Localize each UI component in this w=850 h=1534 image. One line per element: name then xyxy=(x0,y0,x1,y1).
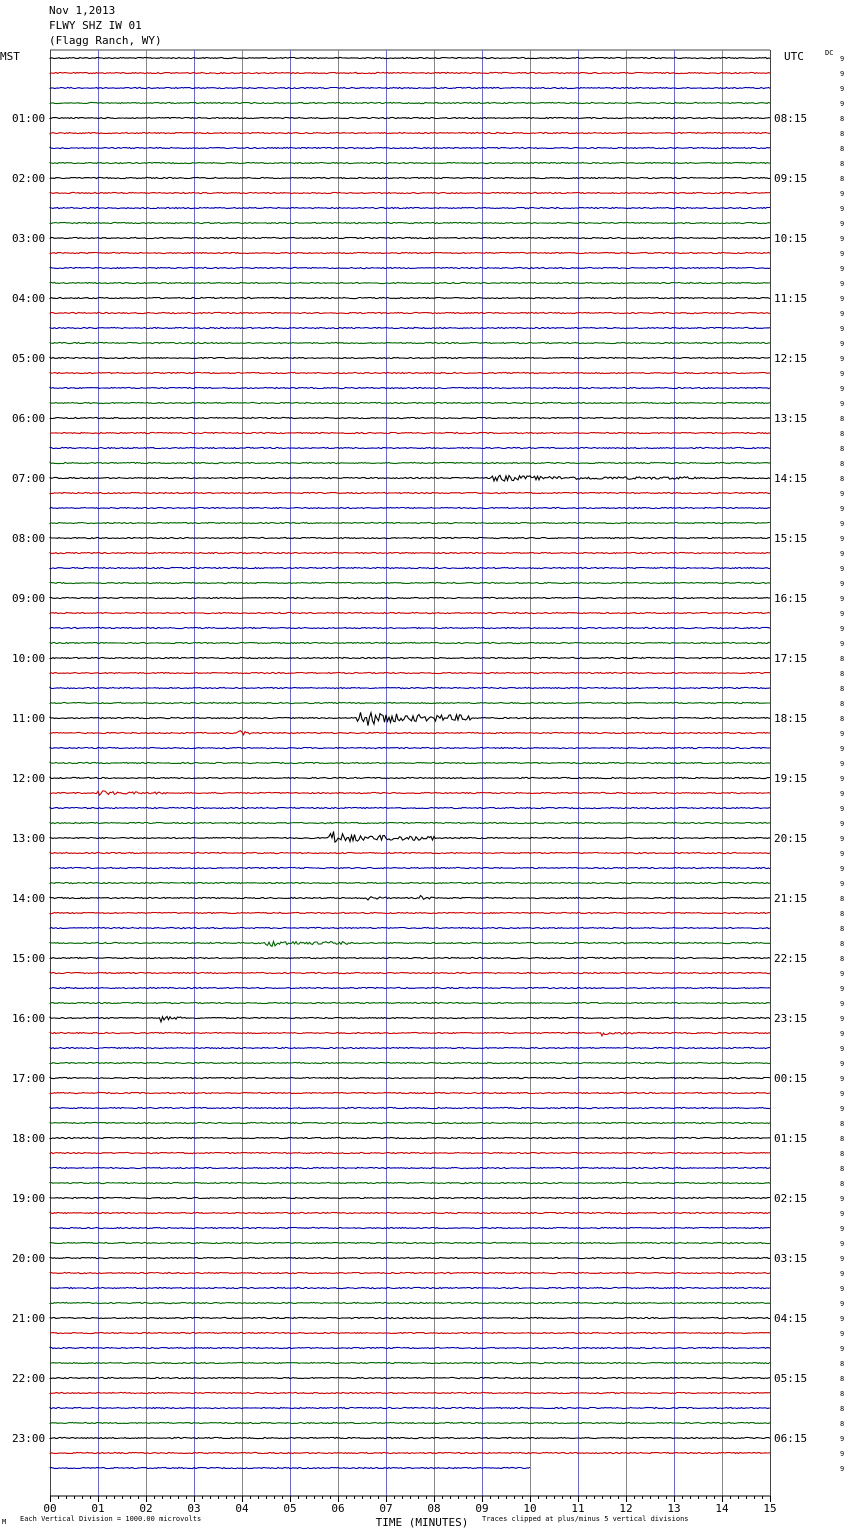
dc-value: 9 xyxy=(840,1195,845,1203)
mst-hour-label: 14:00 xyxy=(12,892,46,905)
trace-line-9 xyxy=(50,177,770,178)
utc-hour-label: 09:15 xyxy=(774,172,808,185)
trace-line-86 xyxy=(50,1332,770,1333)
trace-line-31 xyxy=(50,507,770,508)
right-timezone-label: UTC xyxy=(784,50,804,63)
trace-line-49 xyxy=(50,777,770,778)
dc-value: 8 xyxy=(840,955,845,963)
dc-value: 9 xyxy=(840,400,845,408)
trace-line-45 xyxy=(50,712,770,725)
dc-value: 9 xyxy=(840,1045,845,1053)
trace-line-5 xyxy=(50,117,770,118)
dc-value: 8 xyxy=(840,1180,845,1188)
trace-line-81 xyxy=(50,1257,770,1258)
dc-value: 9 xyxy=(840,535,845,543)
dc-value: 8 xyxy=(840,1165,845,1173)
dc-value: 8 xyxy=(840,910,845,918)
mst-hour-label: 06:00 xyxy=(12,412,46,425)
utc-hour-label: 17:15 xyxy=(774,652,808,665)
x-tick-label: 15 xyxy=(763,1502,777,1515)
trace-line-46 xyxy=(50,731,770,735)
trace-line-42 xyxy=(50,672,770,673)
trace-line-94 xyxy=(50,1452,770,1453)
dc-value: 9 xyxy=(840,1240,845,1248)
dc-value: 9 xyxy=(840,730,845,738)
trace-line-40 xyxy=(50,642,770,643)
dc-value: 9 xyxy=(840,1210,845,1218)
utc-hour-label: 05:15 xyxy=(774,1372,808,1385)
x-tick-label: 13 xyxy=(667,1502,681,1515)
x-tick-label: 05 xyxy=(283,1502,297,1515)
dc-value: 9 xyxy=(840,1345,845,1353)
dc-value: 9 xyxy=(840,1300,845,1308)
dc-value: 8 xyxy=(840,1390,845,1398)
utc-hour-label: 20:15 xyxy=(774,832,808,845)
dc-value: 9 xyxy=(840,1090,845,1098)
x-tick-label: 09 xyxy=(475,1502,489,1515)
trace-line-21 xyxy=(50,357,770,358)
trace-line-16 xyxy=(50,282,770,283)
mst-hour-label: 01:00 xyxy=(12,112,46,125)
utc-hour-label: 18:15 xyxy=(774,712,808,725)
dc-value: 9 xyxy=(840,295,845,303)
dc-value: 9 xyxy=(840,490,845,498)
dc-value: 9 xyxy=(840,565,845,573)
dc-value: 9 xyxy=(840,1015,845,1023)
mst-hour-label: 13:00 xyxy=(12,832,46,845)
dc-value: 9 xyxy=(840,325,845,333)
trace-line-78 xyxy=(50,1212,770,1213)
dc-value: 8 xyxy=(840,460,845,468)
dc-value: 9 xyxy=(840,385,845,393)
dc-value: 9 xyxy=(840,70,845,78)
trace-line-11 xyxy=(50,207,770,208)
dc-header-label: DC xyxy=(825,49,834,57)
trace-line-43 xyxy=(50,687,770,688)
trace-line-51 xyxy=(50,807,770,808)
trace-line-19 xyxy=(50,327,770,328)
trace-line-85 xyxy=(50,1317,770,1318)
dc-value: 9 xyxy=(840,850,845,858)
dc-value: 9 xyxy=(840,1435,845,1443)
mst-hour-label: 18:00 xyxy=(12,1132,46,1145)
trace-line-69 xyxy=(50,1077,770,1078)
trace-line-76 xyxy=(50,1182,770,1183)
x-tick-label: 01 xyxy=(91,1502,105,1515)
dc-value: 9 xyxy=(840,1255,845,1263)
trace-line-27 xyxy=(50,447,770,448)
trace-line-50 xyxy=(50,791,770,795)
trace-line-33 xyxy=(50,537,770,538)
trace-line-70 xyxy=(50,1092,770,1093)
dc-value: 8 xyxy=(840,895,845,903)
utc-hour-label: 00:15 xyxy=(774,1072,808,1085)
dc-value: 8 xyxy=(840,655,845,663)
dc-value: 8 xyxy=(840,1135,845,1143)
trace-line-23 xyxy=(50,387,770,388)
trace-line-13 xyxy=(50,237,770,238)
trace-line-44 xyxy=(50,702,770,703)
trace-line-20 xyxy=(50,342,770,343)
dc-value: 8 xyxy=(840,145,845,153)
utc-hour-label: 11:15 xyxy=(774,292,808,305)
trace-line-82 xyxy=(50,1272,770,1273)
trace-line-48 xyxy=(50,762,770,763)
trace-line-26 xyxy=(50,432,770,433)
trace-line-90 xyxy=(50,1392,770,1393)
trace-line-56 xyxy=(50,882,770,883)
mst-hour-label: 20:00 xyxy=(12,1252,46,1265)
dc-value: 9 xyxy=(840,760,845,768)
dc-value: 8 xyxy=(840,925,845,933)
dc-value: 9 xyxy=(840,580,845,588)
dc-value: 9 xyxy=(840,205,845,213)
dc-value: 9 xyxy=(840,250,845,258)
mst-hour-label: 22:00 xyxy=(12,1372,46,1385)
trace-line-73 xyxy=(50,1137,770,1138)
trace-line-65 xyxy=(50,1016,770,1022)
mst-hour-label: 09:00 xyxy=(12,592,46,605)
utc-hour-label: 10:15 xyxy=(774,232,808,245)
mst-hour-label: 11:00 xyxy=(12,712,46,725)
dc-value: 8 xyxy=(840,415,845,423)
mst-hour-label: 12:00 xyxy=(12,772,46,785)
x-tick-label: 08 xyxy=(427,1502,441,1515)
trace-line-53 xyxy=(50,832,770,843)
trace-line-25 xyxy=(50,417,770,418)
trace-line-38 xyxy=(50,612,770,613)
dc-value: 8 xyxy=(840,1120,845,1128)
dc-value: 9 xyxy=(840,280,845,288)
trace-line-93 xyxy=(50,1437,770,1438)
x-tick-label: 14 xyxy=(715,1502,729,1515)
trace-line-24 xyxy=(50,402,770,403)
dc-value: 9 xyxy=(840,1315,845,1323)
trace-line-52 xyxy=(50,822,770,823)
trace-line-29 xyxy=(50,475,770,481)
dc-value: 8 xyxy=(840,940,845,948)
dc-value: 9 xyxy=(840,775,845,783)
trace-line-15 xyxy=(50,267,770,268)
station-location: (Flagg Ranch, WY) xyxy=(49,34,162,47)
record-date: Nov 1,2013 xyxy=(49,4,116,17)
mst-hour-label: 08:00 xyxy=(12,532,46,545)
trace-line-77 xyxy=(50,1197,770,1198)
dc-value: 9 xyxy=(840,1075,845,1083)
trace-line-88 xyxy=(50,1362,770,1363)
dc-value: 9 xyxy=(840,625,845,633)
utc-hour-label: 14:15 xyxy=(774,472,808,485)
utc-hour-label: 12:15 xyxy=(774,352,808,365)
trace-line-89 xyxy=(50,1377,770,1378)
dc-value: 9 xyxy=(840,85,845,93)
dc-value: 9 xyxy=(840,190,845,198)
dc-value: 9 xyxy=(840,550,845,558)
x-tick-label: 12 xyxy=(619,1502,633,1515)
dc-value: 9 xyxy=(840,235,845,243)
trace-line-92 xyxy=(50,1422,770,1423)
trace-line-67 xyxy=(50,1047,770,1048)
trace-line-83 xyxy=(50,1287,770,1288)
dc-value: 8 xyxy=(840,670,845,678)
utc-hour-label: 23:15 xyxy=(774,1012,808,1025)
trace-line-84 xyxy=(50,1302,770,1303)
dc-value: 8 xyxy=(840,445,845,453)
trace-line-36 xyxy=(50,582,770,583)
dc-value: 8 xyxy=(840,130,845,138)
trace-line-39 xyxy=(50,627,770,628)
utc-hour-label: 04:15 xyxy=(774,1312,808,1325)
dc-value: 8 xyxy=(840,475,845,483)
trace-line-6 xyxy=(50,132,770,133)
trace-line-57 xyxy=(50,896,770,900)
dc-value: 9 xyxy=(840,1000,845,1008)
utc-hour-label: 03:15 xyxy=(774,1252,808,1265)
trace-line-10 xyxy=(50,192,770,193)
dc-value: 9 xyxy=(840,745,845,753)
dc-value: 9 xyxy=(840,220,845,228)
dc-value: 9 xyxy=(840,310,845,318)
dc-value: 8 xyxy=(840,175,845,183)
mst-hour-label: 10:00 xyxy=(12,652,46,665)
trace-line-1 xyxy=(50,57,770,58)
trace-line-18 xyxy=(50,312,770,313)
trace-line-61 xyxy=(50,957,770,958)
mst-hour-label: 02:00 xyxy=(12,172,46,185)
dc-value: 8 xyxy=(840,1375,845,1383)
utc-hour-label: 13:15 xyxy=(774,412,808,425)
mst-hour-label: 19:00 xyxy=(12,1192,46,1205)
x-tick-label: 00 xyxy=(43,1502,57,1515)
utc-hour-label: 06:15 xyxy=(774,1432,808,1445)
dc-value: 9 xyxy=(840,1030,845,1038)
dc-value: 8 xyxy=(840,115,845,123)
trace-line-64 xyxy=(50,1002,770,1003)
corner-mark: M xyxy=(2,1518,7,1526)
mst-hour-label: 15:00 xyxy=(12,952,46,965)
dc-value: 9 xyxy=(840,1060,845,1068)
trace-line-47 xyxy=(50,747,770,748)
dc-value: 9 xyxy=(840,505,845,513)
trace-line-41 xyxy=(50,657,770,658)
dc-value: 9 xyxy=(840,865,845,873)
trace-line-2 xyxy=(50,72,770,73)
trace-line-3 xyxy=(50,87,770,88)
trace-line-87 xyxy=(50,1347,770,1348)
dc-value: 9 xyxy=(840,880,845,888)
trace-line-37 xyxy=(50,597,770,598)
dc-value: 9 xyxy=(840,1330,845,1338)
trace-line-62 xyxy=(50,972,770,973)
mst-hour-label: 04:00 xyxy=(12,292,46,305)
dc-value: 9 xyxy=(840,1285,845,1293)
utc-hour-label: 01:15 xyxy=(774,1132,808,1145)
trace-line-28 xyxy=(50,462,770,463)
utc-hour-label: 08:15 xyxy=(774,112,808,125)
trace-line-75 xyxy=(50,1167,770,1168)
utc-hour-label: 15:15 xyxy=(774,532,808,545)
utc-hour-label: 19:15 xyxy=(774,772,808,785)
utc-hour-label: 21:15 xyxy=(774,892,808,905)
mst-hour-label: 07:00 xyxy=(12,472,46,485)
left-timezone-label: MST xyxy=(0,50,20,63)
trace-line-12 xyxy=(50,222,770,223)
x-tick-label: 03 xyxy=(187,1502,201,1515)
trace-line-17 xyxy=(50,297,770,298)
x-tick-label: 10 xyxy=(523,1502,537,1515)
x-tick-label: 11 xyxy=(571,1502,585,1515)
trace-line-59 xyxy=(50,927,770,928)
dc-value: 8 xyxy=(840,1150,845,1158)
dc-value: 8 xyxy=(840,1360,845,1368)
station-code: FLWY SHZ IW 01 xyxy=(49,19,142,32)
trace-line-66 xyxy=(50,1032,770,1036)
dc-value: 8 xyxy=(840,430,845,438)
trace-line-60 xyxy=(50,941,770,946)
trace-line-72 xyxy=(50,1122,770,1123)
trace-line-55 xyxy=(50,867,770,868)
trace-line-79 xyxy=(50,1227,770,1228)
dc-value: 9 xyxy=(840,1450,845,1458)
dc-value: 9 xyxy=(840,595,845,603)
clip-note: Traces clipped at plus/minus 5 vertical divisions xyxy=(482,1515,689,1523)
dc-value: 8 xyxy=(840,700,845,708)
trace-line-14 xyxy=(50,252,770,253)
mst-hour-label: 23:00 xyxy=(12,1432,46,1445)
dc-value: 9 xyxy=(840,340,845,348)
dc-value: 9 xyxy=(840,610,845,618)
utc-hour-label: 22:15 xyxy=(774,952,808,965)
dc-value: 8 xyxy=(840,1405,845,1413)
scale-note: Each Vertical Division = 1000.00 microvolts xyxy=(20,1515,202,1523)
mst-hour-label: 17:00 xyxy=(12,1072,46,1085)
trace-line-4 xyxy=(50,102,770,103)
dc-value: 9 xyxy=(840,790,845,798)
x-tick-label: 07 xyxy=(379,1502,393,1515)
trace-line-22 xyxy=(50,372,770,373)
dc-value: 9 xyxy=(840,970,845,978)
dc-value: 9 xyxy=(840,835,845,843)
trace-line-58 xyxy=(50,912,770,913)
trace-line-8 xyxy=(50,162,770,163)
mst-hour-label: 05:00 xyxy=(12,352,46,365)
trace-line-34 xyxy=(50,552,770,553)
dc-value: 9 xyxy=(840,265,845,273)
dc-value: 8 xyxy=(840,1420,845,1428)
utc-hour-label: 02:15 xyxy=(774,1192,808,1205)
trace-line-7 xyxy=(50,147,770,148)
mst-hour-label: 16:00 xyxy=(12,1012,46,1025)
mst-hour-label: 21:00 xyxy=(12,1312,46,1325)
x-tick-label: 04 xyxy=(235,1502,249,1515)
x-tick-label: 06 xyxy=(331,1502,345,1515)
dc-value: 9 xyxy=(840,355,845,363)
dc-value: 9 xyxy=(840,820,845,828)
trace-line-71 xyxy=(50,1107,770,1108)
dc-value: 9 xyxy=(840,1105,845,1113)
x-axis-title: TIME (MINUTES) xyxy=(375,1516,469,1529)
dc-value: 9 xyxy=(840,1270,845,1278)
trace-line-30 xyxy=(50,492,770,493)
trace-line-54 xyxy=(50,852,770,853)
dc-value: 9 xyxy=(840,1225,845,1233)
dc-value: 9 xyxy=(840,805,845,813)
dc-value: 9 xyxy=(840,985,845,993)
dc-value: 8 xyxy=(840,160,845,168)
trace-line-74 xyxy=(50,1152,770,1153)
trace-line-80 xyxy=(50,1242,770,1243)
dc-value: 9 xyxy=(840,520,845,528)
dc-value: 9 xyxy=(840,370,845,378)
dc-value: 8 xyxy=(840,715,845,723)
trace-line-63 xyxy=(50,987,770,988)
x-tick-label: 02 xyxy=(139,1502,153,1515)
trace-line-32 xyxy=(50,522,770,523)
dc-value: 9 xyxy=(840,55,845,63)
trace-line-68 xyxy=(50,1062,770,1063)
dc-value: 9 xyxy=(840,1465,845,1473)
trace-line-91 xyxy=(50,1407,770,1408)
mst-hour-label: 03:00 xyxy=(12,232,46,245)
dc-value: 8 xyxy=(840,685,845,693)
trace-line-35 xyxy=(50,567,770,568)
dc-value: 9 xyxy=(840,640,845,648)
dc-value: 9 xyxy=(840,100,845,108)
utc-hour-label: 16:15 xyxy=(774,592,808,605)
